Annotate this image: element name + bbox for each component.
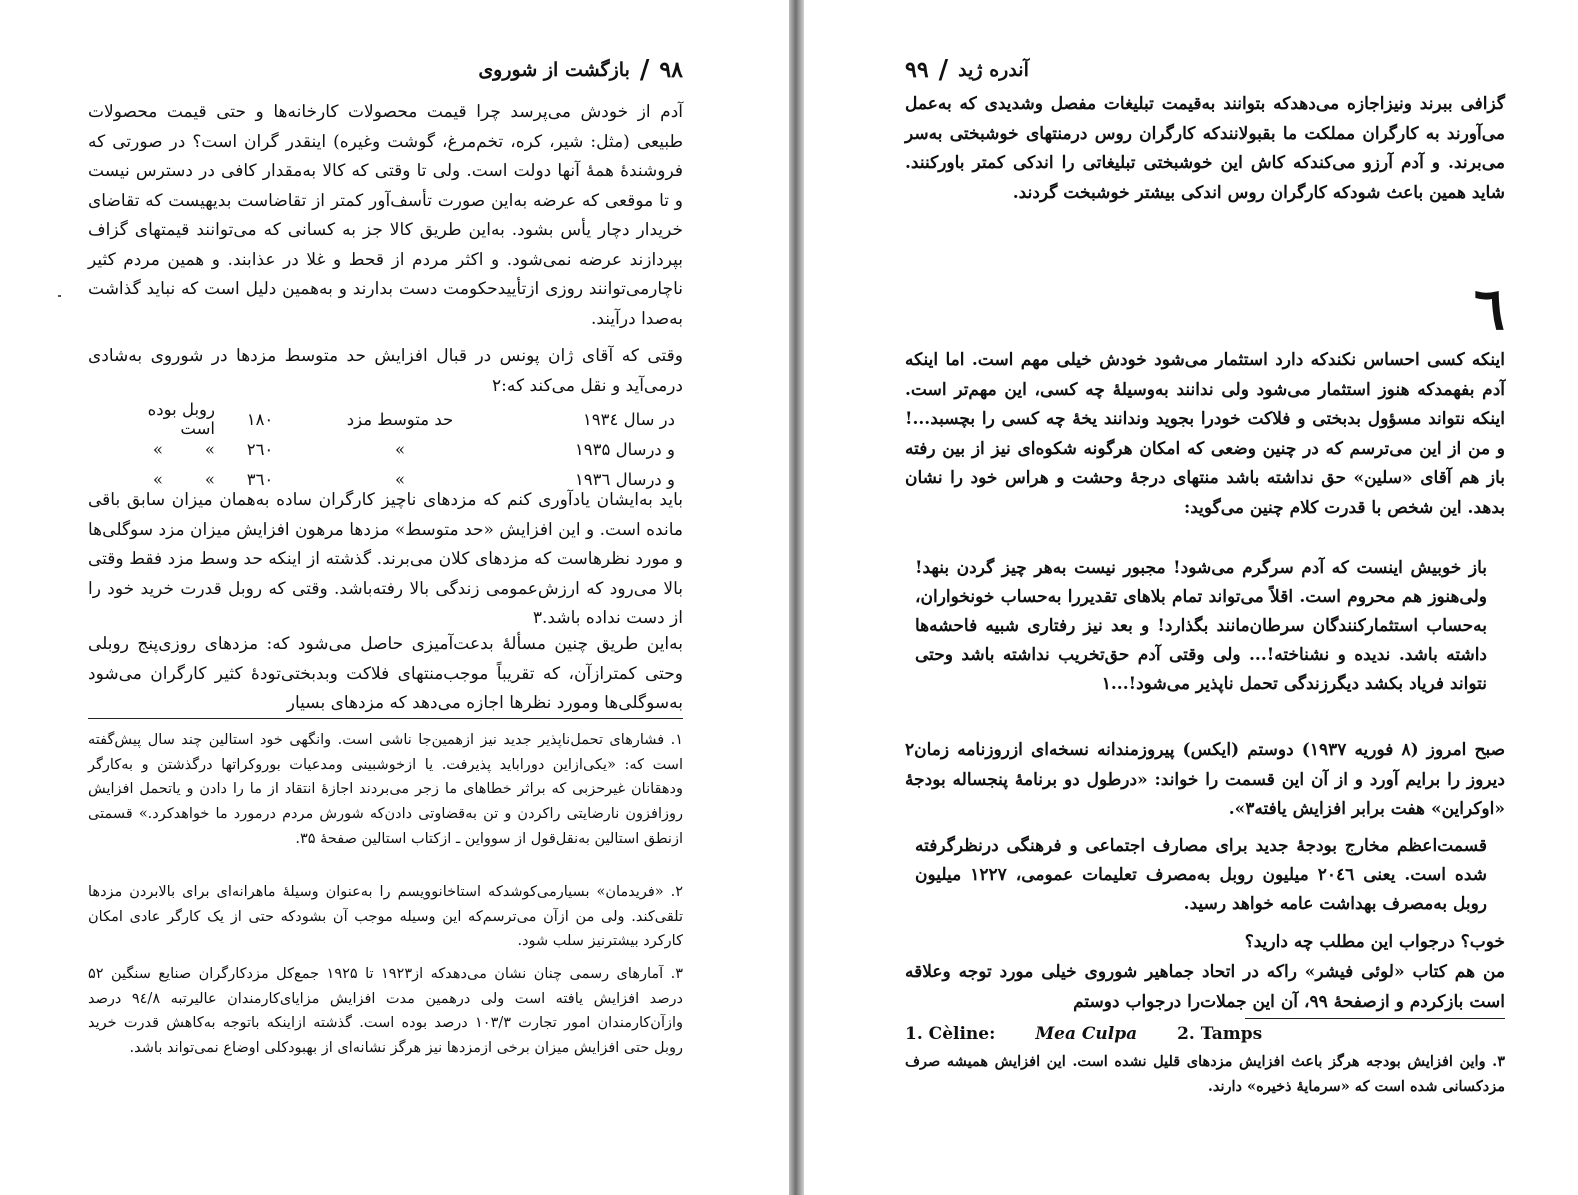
paragraph: اینکه کسی احساس نکندکه دارد استثمار می‌شود خودش خیلی مهم است. اما اینکه آدم بفهمدکه هنوز استثمار می‌شود ولی ندانند به‌وسیلهٔ چه کسی، این مهم‌تر است. اینکه نتواند مسؤول بدبختی و فلاکت خودرا بجوید وندانند یخهٔ چه کسی را بچسبد...! و من از این می‌ترسم که در چنین وضعی که امکان هرگونه شکوه‌ای نیز از بین رفته باز هم آقای «سلین» حق نداشته باشد منتهای درجهٔ وحشت و هراس خود را نشان بدهد. این شخص با قدرت کلام چنین می‌گوید: <box>905 350 1505 518</box>
paragraph: گزافی ببرند ونیزاجازه می‌دهدکه بتوانند به‌قیمت تبلیغات مفصل وشدیدی که به‌عمل می‌آورند به کارگران مملکت ما بقبولانندکه کارگران روس درمنتهای خوشبختی به‌سر می‌برند. و آدم آرزو می‌کندکه کاش این خوشبختی تبلیغاتی را اندکی کمتر باورکنند. شاید همین باعث شودکه کارگران روس اندکی بیشتر خوشبخت گردند. <box>905 94 1505 203</box>
pen-mark <box>58 295 61 297</box>
block-quote: قسمت‌اعظم مخارج بودجهٔ جدید برای مصارف اجتماعی و فرهنگی درنظرگرفته شده است. یعنی ۲۰٤٦ میلیون روبل به‌مصرف تعلیمات عمومی، ۱۲۲۷ میلیون روبل به‌مصرف بهداشت عامه خواهد رسید. <box>915 836 1487 914</box>
footnote-rule <box>1245 1018 1505 1019</box>
wage-row: و درسال ۱۹۳٦ » ۳٦۰ » » <box>152 469 675 489</box>
paragraph: صبح امروز (۸ فوریه ۱۹۳۷) دوستم (ایکس) پیروزمندانه نسخه‌ای ازروزنامه زمان۲ دیروز را برایم آورد و از آن این قسمت را خواند: «درطول دو برنامهٔ پنجساله بودجهٔ «اوکراین» هفت برابر افزایش یافته۳». <box>905 740 1506 819</box>
running-title: آندره ژید <box>958 59 1029 81</box>
block-quote: باز خوبیش اینست که آدم سرگرم می‌شود! مجبور نیست به‌هر چیز گردن بنهد! ولی‌هنوز هم محروم است. اقلاً می‌تواند تمام بلاهای تقدیررا به‌حساب خونخواران، به‌حساب استثمارکنندگان سرطان‌مانند بگذارد! و بعد نیز رفتاری شبیه فاحشه‌ها داشته باشد. ندیده و نشناخته!... ولی وقتی آدم حق‌تخریب نداشته باشد وحتی نتواند فریاد بکشد دیگرزندگی تحمل ناپذیر می‌شود!...۱ <box>915 558 1487 694</box>
book-gutter <box>789 0 804 1195</box>
right-page-header <box>905 50 1505 90</box>
paragraph: خوب؟ درجواب این مطلب چه دارید؟ <box>1244 932 1505 952</box>
footnote: ۲. «فریدمان» بسیارمی‌کوشدکه استاخانوویسم را به‌عنوان وسیلهٔ ماهرانه‌ای برای بالابردن مزدها تلقی‌کند. ولی من ازآن می‌ترسم‌که این وسیله موجب آن بشودکه حتی از یک کارگر عادی امکان کارکرد بیشترنیز سلب شود. <box>88 884 683 950</box>
page-number: ۹۹ <box>905 57 929 83</box>
wage-table <box>88 400 683 494</box>
running-title: بازگشت از شوروی <box>478 59 630 81</box>
paragraph: به‌این طریق چنین مسألهٔ بدعت‌آمیزی حاصل می‌شود که: مزدهای روزی‌پنج روبلی وحتی کمترازآن، که تقریباً موجب‌منتهای فلاکت وبدبختی‌تودهٔ کثیر کارگران می‌شود به‌سوگلی‌ها ومورد نظرها اجازه می‌دهد که مزدهای بسیار <box>88 634 684 713</box>
footnote: ۳. آمارهای رسمی چنان نشان می‌دهدکه از۱۹۲۳ تا ۱۹۲۵ جمع‌کل مزدکارگران صنایع سنگین ۵۲ درصد افزایش یافته است ولی درهمین مدت افزایش مزایای‌کارمندان عالیرتبه ۹٤/۸ درصد وازآن‌کارمندان امور تجارت ۱۰۳/۳ درصد بوده است. گذشته ازاینکه باتوجه به‌کاهش قدرت خرید روبل حتی افزایش میزان برخی ازمزدها نیز هرگز نشانه‌ای از بهبودکلی اوضاع نمی‌تواند باشد. <box>88 966 684 1057</box>
paragraph: آدم از خودش می‌پرسد چرا قیمت محصولات کارخانه‌ها و حتی قیمت محصولات طبیعی (مثل: شیر، کره، تخم‌مرغ، گوشت وغیره) اینقدر گران است؟ در صورتی که فروشندهٔ همهٔ آنها دولت است. ولی تا وقتی که کالا به‌مقدار کافی در دسترس نیست و تا موقعی که عرضه به‌این صورت تأسف‌آور کمتر از تقاضاست بدیهیست که تقاضای خریدار دچار یأس بشود. به‌این طریق کالا جز به کسانی که می‌توانند قیمتهای گزاف بپردازند عرضه نمی‌شود. و اکثر مردم از قحط و غلا در عذابند. و همین مردم کثیر ناچارمی‌توانند روزی ازتأییدحکومت دست بدارند و به‌همین دلیل است که نباید گذاشت به‌صدا درآیند. <box>88 102 683 329</box>
page-number: ۹۸ <box>659 57 683 83</box>
latin-footnotes: 1. Cèline: Mea Culpa 2. Tamps <box>905 1024 1263 1044</box>
right-page <box>905 0 1505 1195</box>
paragraph: وقتی که آقای ژان پونس در قبال افزایش حد متوسط مزدها در شوروی به‌شادی درمی‌آید و نقل می‌کند که:۲ <box>88 346 683 396</box>
left-page-header <box>478 50 683 90</box>
paragraph: من هم کتاب «لوئی فیشر» راکه در اتحاد جماهیر شوروی خیلی مورد توجه وعلاقه است بازکردم و ازصفحهٔ ۹۹، آن این جملات‌را درجواب دوستم <box>905 962 1505 1012</box>
header-separator: / <box>639 55 650 85</box>
chapter-number: ٦ <box>1473 275 1505 343</box>
footnote: ۱. فشارهای تحمل‌ناپذیر جدید نیز ازهمین‌جا ناشی است. وانگهی خود استالین چند سال پیش‌گفته است که: «یکی‌ازاین دوراباید پذیرفت. یا ازخوشبینی ومدعیات بوروکراتها درگذشتن و به‌کارگر ودهقانان غیرحزبی که براثر خطاهای ما زجر می‌بردند اجازهٔ انتقاد از ما را دادن و یاتحمل افزایش روزافزون نارضایتی راکردن و تن به‌قضاوتی دادن‌که شورش مردم درمورد ما خواهدکرد.» قسمتی ازنطق استالین به‌نقل‌قول از سوواین ـ ازکتاب استالین صفحهٔ ۳۵. <box>88 732 683 847</box>
wage-row: در سال ۱۹۳٤ حد متوسط مزد ۱۸۰ روبل بوده است <box>147 400 675 438</box>
footnote: ۳. واین افزایش بودجه هرگز باعث افزایش مزدهای قلیل نشده است. این افزایش همیشه صرف مزدکسانی شده است که «سرمایهٔ ذخیره» دارند. <box>905 1053 1505 1095</box>
wage-row: و درسال ۱۹۳۵ » ۲٦۰ » » <box>152 439 675 459</box>
footnote-rule <box>88 718 683 719</box>
paragraph: باید به‌ایشان یادآوری کنم که مزدهای ناچیز کارگران ساده به‌همان میزان سابق باقی مانده است. و این افزایش «حد متوسط» مزدها مرهون افزایش میزان مزد سوگلی‌ها و مورد نظرهاست که مزدهای کلان می‌برند. گذشته از اینکه حد وسط مزد فقط وقتی بالا می‌رود که ارزش‌عمومی زندگی بالا رفته‌باشد. وقتی که روبل قدرت خرید خود را از دست نداده باشد.۳ <box>88 490 683 628</box>
left-page <box>88 0 683 1195</box>
header-separator: / <box>938 55 949 85</box>
